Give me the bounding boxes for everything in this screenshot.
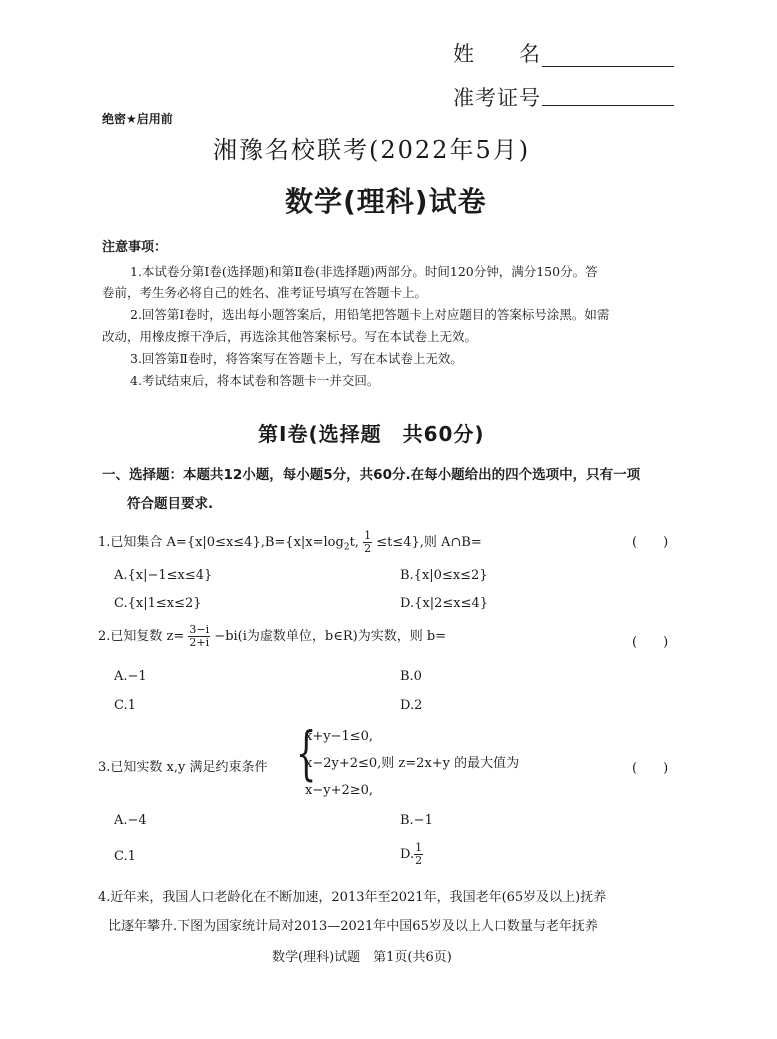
q3-constraint-3: x−y+2≥0,	[305, 783, 374, 798]
q2-frac-den: 2+i	[189, 636, 210, 649]
q1-text-pre: 1.已知集合 A={x|0≤x≤4},B={x|x=log	[98, 535, 344, 550]
q3-constraint-1: x+y−1≤0,	[305, 729, 374, 744]
q2-frac-num: 3−i	[189, 623, 210, 636]
section-instruction-line1: 一、选择题：本题共12小题，每小题5分，共60分.在每小题给出的四个选项中，只有一项	[102, 467, 641, 483]
note-2-line1: 2.回答第Ⅰ卷时，选出每小题答案后，用铅笔把答题卡上对应题目的答案标号涂黑。如需	[130, 307, 610, 322]
q2-text-pre: 2.已知复数 z=	[98, 629, 185, 644]
question-4-line2: 比逐年攀升.下图为国家统计局对2013—2021年中国65岁及以上人口数量与老年抚养	[108, 919, 598, 934]
q1-answer-paren[interactable]: ( )	[632, 535, 669, 550]
note-1-line1: 1.本试卷分第Ⅰ卷(选择题)和第Ⅱ卷(非选择题)两部分。时间120分钟，满分150分。答	[130, 264, 598, 279]
id-label: 准考证号	[453, 86, 541, 110]
q1-option-b[interactable]: B.{x|0≤x≤2}	[400, 568, 488, 583]
secret-label: 绝密★启用前	[102, 112, 173, 126]
page-footer: 数学(理科)试题 第1页(共6页)	[272, 950, 452, 965]
q3-option-d-label: D.	[400, 847, 415, 862]
name-field[interactable]	[542, 66, 674, 67]
q1-option-a[interactable]: A.{x|−1≤x≤4}	[114, 568, 213, 583]
q2-option-c[interactable]: C.1	[114, 698, 136, 713]
q2-text-post: −bi(i为虚数单位，b∈R)为实数，则 b=	[214, 629, 447, 644]
note-3: 3.回答第Ⅱ卷时，将答案写在答题卡上，写在本试卷上无效。	[130, 351, 463, 366]
q2-option-a[interactable]: A.−1	[114, 669, 147, 684]
q3-d-frac-den: 2	[415, 854, 423, 867]
note-2-line2: 改动，用橡皮擦干净后，再选涂其他答案标号。写在本试卷上无效。	[102, 329, 478, 344]
section-instruction-line2: 符合题目要求.	[127, 496, 214, 512]
question-2-stem	[98, 624, 446, 649]
q1-fraction	[363, 530, 372, 555]
q3-option-d-fraction	[414, 842, 423, 867]
question-3-stem: 3.已知实数 x,y 满足约束条件	[98, 760, 268, 775]
q3-brace: {	[296, 719, 317, 787]
q3-constraint-2: x−2y+2≤0,则 z=2x+y 的最大值为	[305, 756, 520, 771]
q1-option-c[interactable]: C.{x|1≤x≤2}	[114, 596, 202, 611]
q3-option-a[interactable]: A.−4	[114, 813, 147, 828]
exam-title: 湘豫名校联考(2022年5月)	[213, 136, 531, 164]
question-1-stem	[98, 530, 482, 555]
q1-text-mid: t,	[349, 535, 359, 550]
section-title: 第Ⅰ卷(选择题 共60分)	[258, 422, 485, 446]
q3-answer-paren[interactable]: ( )	[632, 761, 669, 776]
q2-answer-paren[interactable]: ( )	[632, 635, 669, 650]
q3-option-c[interactable]: C.1	[114, 849, 136, 864]
subject-title: 数学(理科)试卷	[285, 185, 487, 218]
q1-option-d[interactable]: D.{x|2≤x≤4}	[400, 596, 489, 611]
q1-frac-num: 1	[364, 529, 372, 542]
q1-frac-den: 2	[364, 542, 372, 555]
q2-fraction	[188, 624, 210, 649]
question-4-line1: 4.近年来，我国人口老龄化在不断加速，2013年至2021年，我国老年(65岁及以上)抚养	[98, 890, 607, 905]
q1-text-post: ≤t≤4},则 A∩B=	[376, 535, 482, 550]
q3-d-frac-num: 1	[415, 841, 423, 854]
id-field[interactable]	[542, 105, 674, 106]
q3-option-b[interactable]: B.−1	[400, 813, 433, 828]
name-label: 姓 名	[453, 42, 541, 66]
notes-heading: 注意事项：	[102, 240, 168, 255]
q3-option-d[interactable]	[400, 842, 423, 867]
note-1-line2: 卷前，考生务必将自己的姓名、准考证号填写在答题卡上。	[102, 285, 428, 300]
q2-option-b[interactable]: B.0	[400, 669, 422, 684]
note-4: 4.考试结束后，将本试卷和答题卡一并交回。	[130, 373, 380, 388]
q1-log-base: 2	[343, 542, 350, 553]
q2-option-d[interactable]: D.2	[400, 698, 423, 713]
